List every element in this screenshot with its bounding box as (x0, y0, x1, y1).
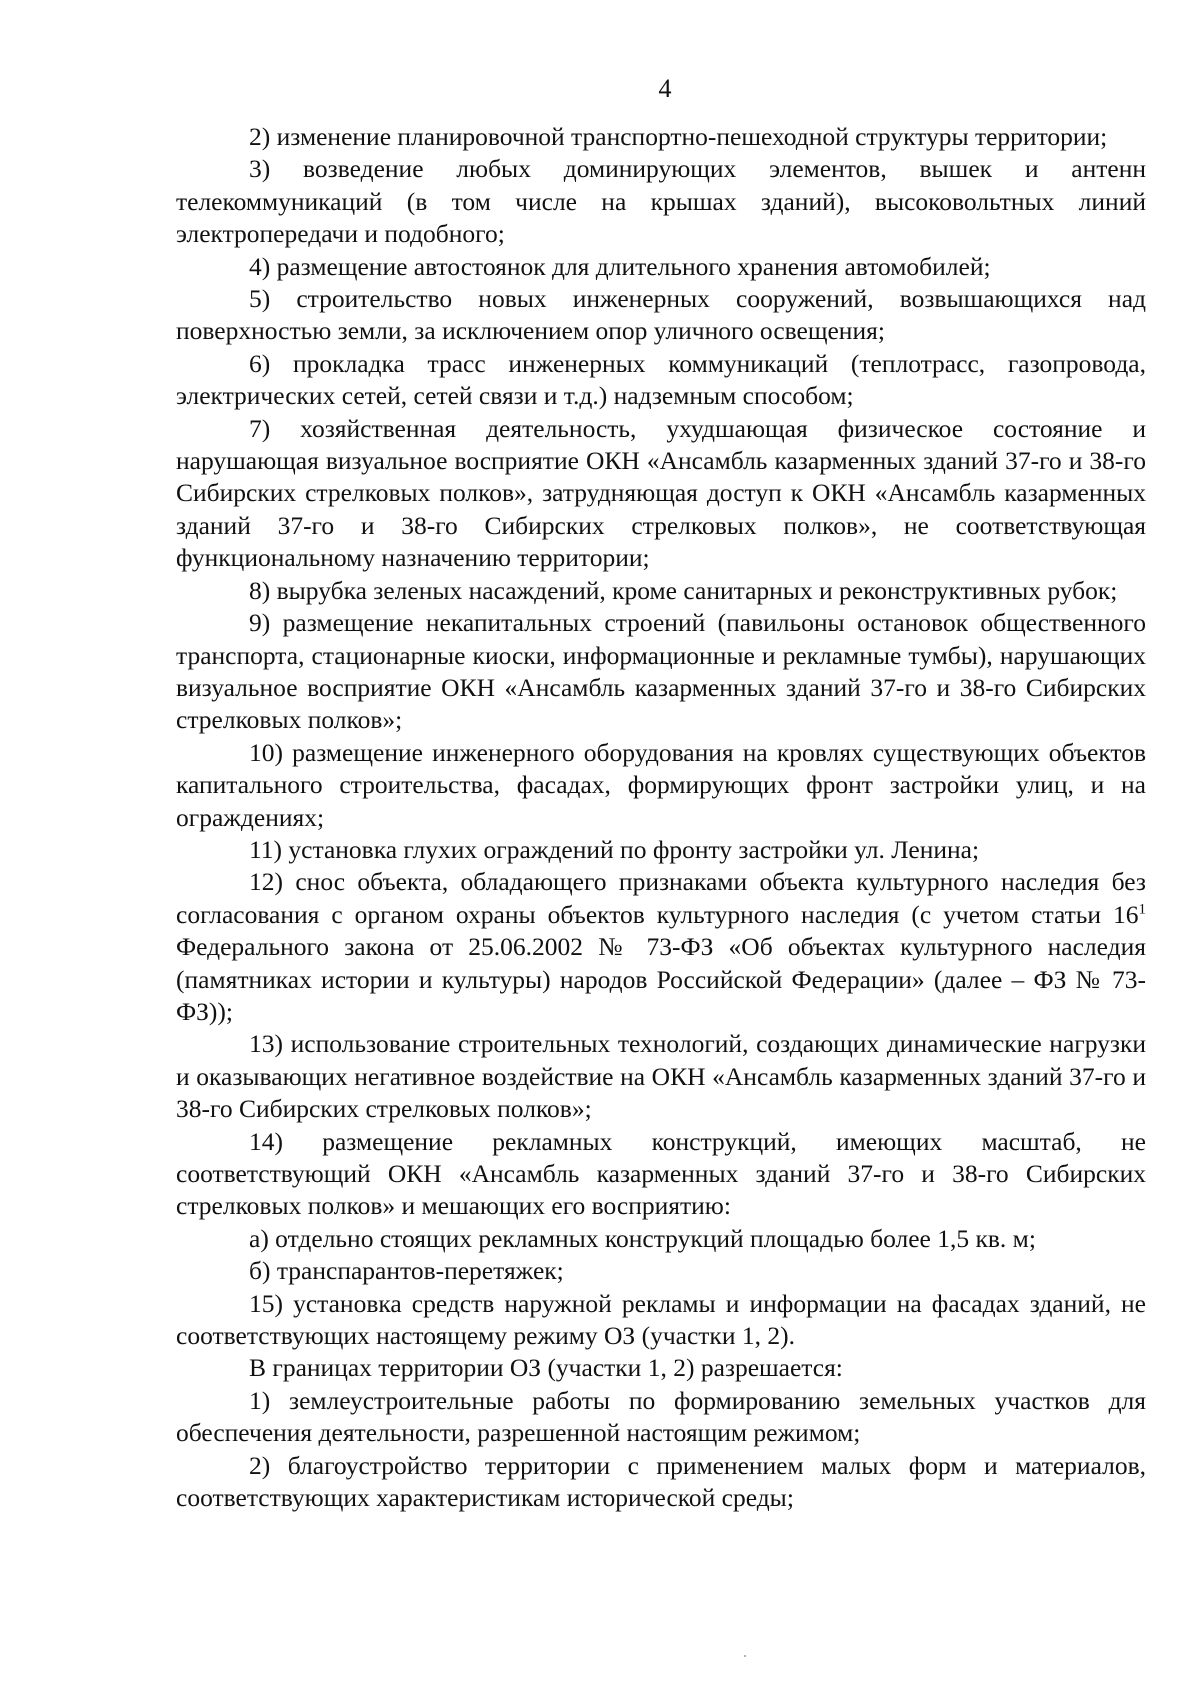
list-item-14: 14) размещение рекламных конструкций, имеющих масштаб, не соответствующий ОКН «Ансамбль казарменных зданий 37-го и 38-го Сибирских стрелковых полков» и мешающих его восприятию: (176, 1126, 1146, 1221)
list-item-5: 5) строительство новых инженерных сооружений, возвышающихся над поверхностью земли, за исключением опор уличного освещения; (176, 284, 1146, 346)
list-item-12 (176, 866, 1146, 1028)
list-item-4: 4) размещение автостоянок для длительного хранения автомобилей; (249, 251, 991, 281)
sub-item-a: а) отдельно стоящих рекламных конструкций площадью более 1,5 кв. м; (249, 1223, 1036, 1253)
allowed-item-2: 2) благоустройство территории с применением малых форм и материалов, соответствующих характеристикам исторической среды; (176, 1450, 1146, 1513)
section-heading-allowed: В границах территории ОЗ (участки 1, 2) разрешается: (249, 1353, 843, 1383)
list-item-7: 7) хозяйственная деятельность, ухудшающая физическое состояние и нарушающая визуальное восприятие ОКН «Ансамбль казарменных зданий 37-го и 38-го Сибирских стрелковых полков», затрудняющая доступ к ОКН «Ансамбль казарменных зданий 37-го и 38-го Сибирских стрелковых полков», не соответствующая функциональному назначению территории; (176, 413, 1146, 573)
scan-speck (744, 1655, 746, 1657)
list-item-6: 6) прокладка трасс инженерных коммуникаций (теплотрасс, газопровода, электрических сетей, сетей связи и т.д.) надземным способом; (176, 348, 1146, 411)
list-item-3: 3) возведение любых доминирующих элементов, вышек и антенн телекоммуникаций (в том числе на крышах зданий), высоковольтных линий электропередачи и подобного; (176, 154, 1146, 249)
superscript-marker: 1 (1138, 901, 1146, 918)
list-item-8: 8) вырубка зеленых насаждений, кроме санитарных и реконструктивных рубок; (249, 575, 1118, 605)
list-item-9: 9) размещение некапитальных строений (павильоны остановок общественного транспорта, стационарные киоски, информационные и рекламные тумбы), нарушающих визуальное восприятие ОКН «Ансамбль казарменных зданий 37-го и 38-го Сибирских стрелковых полков»; (176, 608, 1146, 735)
allowed-item-1: 1) землеустроительные работы по формированию земельных участков для обеспечения деятельности, разрешенной настоящим режимом; (176, 1385, 1146, 1448)
sub-item-b: б) транспарантов-перетяжек; (249, 1256, 564, 1286)
list-item-11: 11) установка глухих ограждений по фронту застройки ул. Ленина; (249, 834, 980, 864)
document-body (176, 121, 1146, 1514)
list-item-13: 13) использование строительных технологий, создающих динамические нагрузки и оказывающих негативное воздействие на ОКН «Ансамбль казарменных зданий 37-го и 38-го Сибирских стрелковых полков»; (176, 1029, 1146, 1124)
list-item-12-text-continued: Федерального закона от 25.06.2002 № 73-ФЗ «Об объектах культурного наследия (памятниках истории и культуры) народов Российской Федерации» (далее – ФЗ № 73-ФЗ)); (176, 932, 1146, 1026)
list-item-10: 10) размещение инженерного оборудования на кровлях существующих объектов капитального строительства, фасадах, формирующих фронт застройки улиц, и на ограждениях; (176, 737, 1146, 832)
list-item-15: 15) установка средств наружной рекламы и информации на фасадах зданий, не соответствующих настоящему режиму ОЗ (участки 1, 2). (176, 1288, 1146, 1351)
page-number: 4 (658, 74, 672, 103)
list-item-2: 2) изменение планировочной транспортно-пешеходной структуры территории; (249, 122, 1108, 151)
list-item-12-text: 12) снос объекта, обладающего признаками объекта культурного наследия без согласования с органом охраны объектов культурного наследия (с учетом статьи 16 (176, 867, 1146, 929)
